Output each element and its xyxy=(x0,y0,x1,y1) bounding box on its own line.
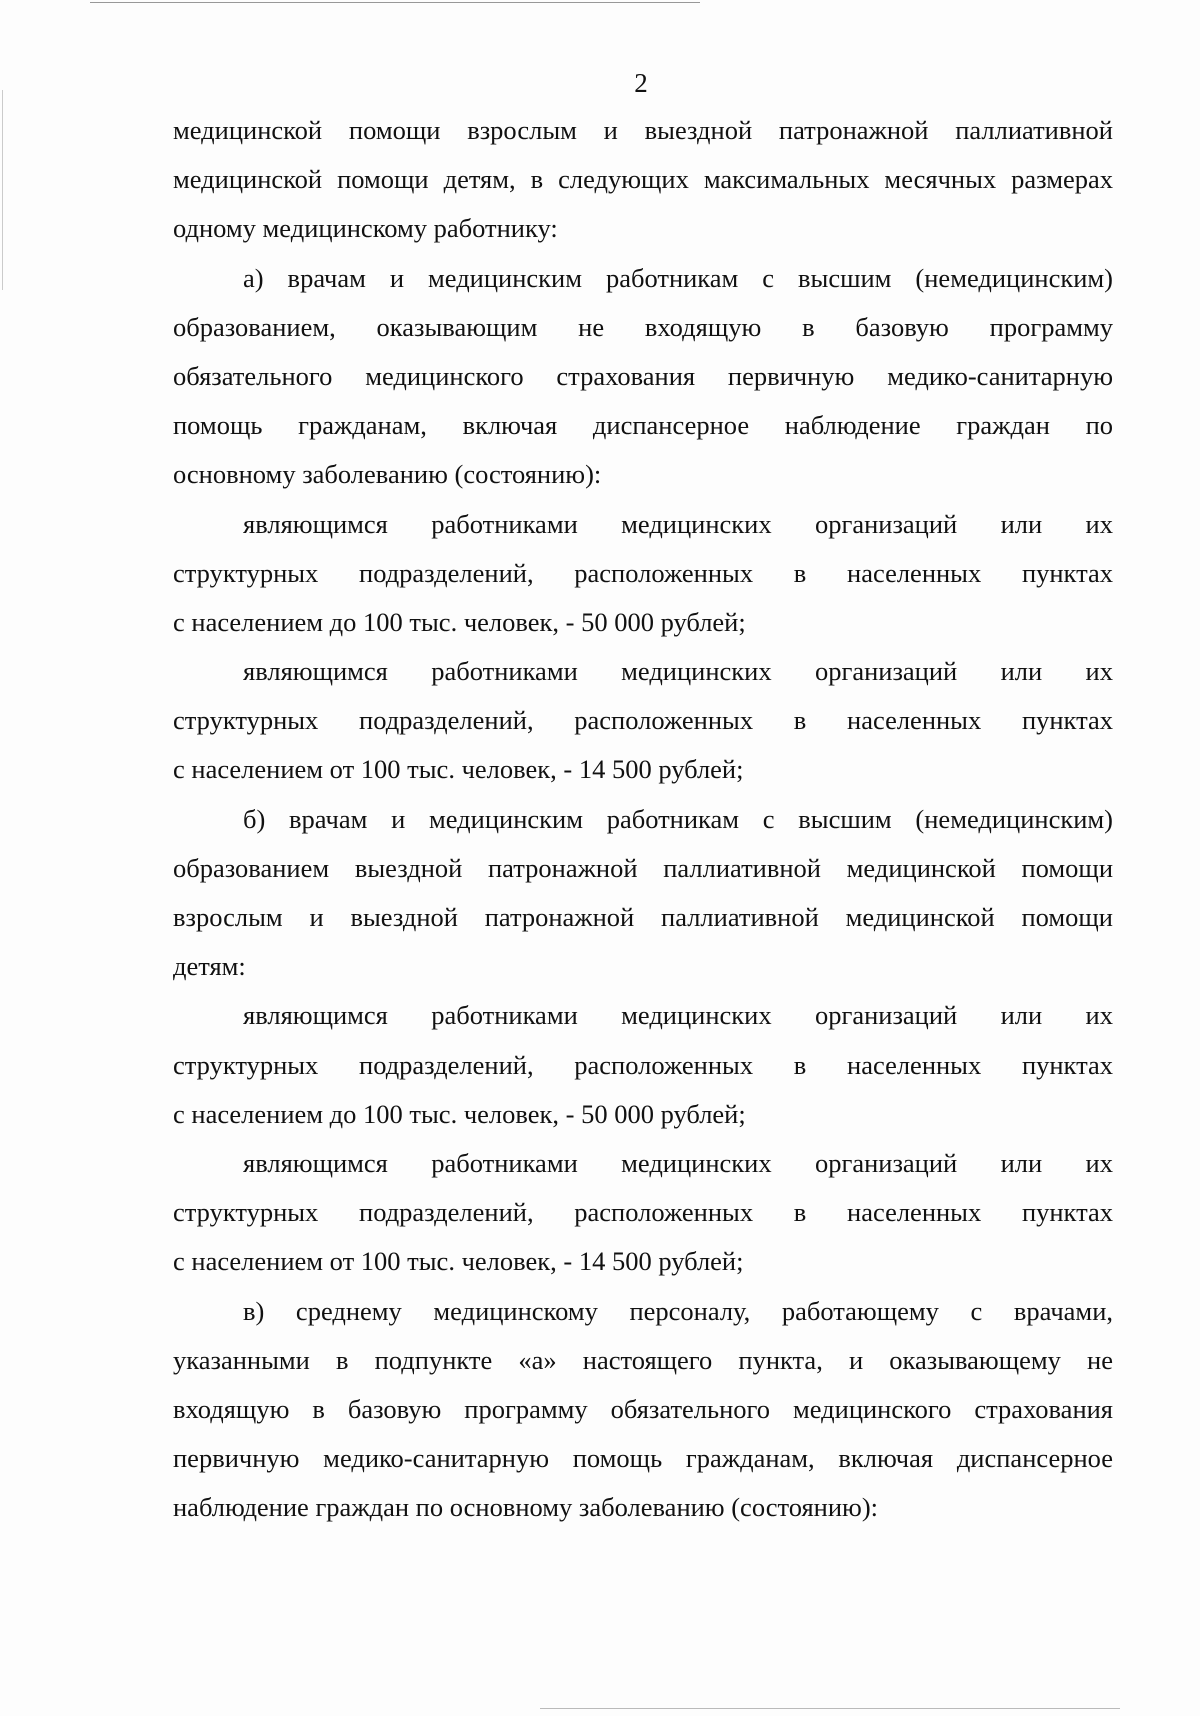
text-line: являющимся работниками медицинских организаций или их xyxy=(243,508,1113,539)
text-line: с населением от 100 тыс. человек, - 14 500 рублей; xyxy=(173,1246,744,1277)
text-line: структурных подразделений, расположенных в населенных пунктах xyxy=(173,557,1113,588)
text-line: образованием, оказывающим не входящую в базовую программу xyxy=(173,311,1113,342)
text-line: в) среднему медицинскому персоналу, работающему с врачами, xyxy=(243,1295,1113,1326)
text-line: помощь гражданам, включая диспансерное наблюдение граждан по xyxy=(173,410,1113,441)
text-line: структурных подразделений, расположенных в населенных пунктах xyxy=(173,1197,1113,1228)
text-line: с населением до 100 тыс. человек, - 50 000 рублей; xyxy=(173,1098,746,1129)
text-line: являющимся работниками медицинских организаций или их xyxy=(243,1000,1113,1031)
text-line: б) врачам и медицинским работникам с высшим (немедицинским) xyxy=(243,803,1113,834)
text-line: детям: xyxy=(173,951,246,982)
text-line: структурных подразделений, расположенных в населенных пунктах xyxy=(173,705,1113,736)
text-line: одному медицинскому работнику: xyxy=(173,213,558,244)
text-line: с населением от 100 тыс. человек, - 14 500 рублей; xyxy=(173,754,744,785)
text-line: являющимся работниками медицинских организаций или их xyxy=(243,1147,1113,1178)
scan-artifact-bottom xyxy=(540,1708,1120,1709)
scan-artifact-top xyxy=(90,2,700,3)
scan-artifact-left xyxy=(2,90,3,290)
text-line: медицинской помощи взрослым и выездной патронажной паллиативной xyxy=(173,115,1113,145)
text-line: взрослым и выездной патронажной паллиативной медицинской помощи xyxy=(173,902,1113,932)
text-line: с населением до 100 тыс. человек, - 50 000 рублей; xyxy=(173,606,746,637)
text-line: образованием выездной патронажной паллиативной медицинской помощи xyxy=(173,852,1113,883)
text-line: указанными в подпункте «а» настоящего пункта, и оказывающему не xyxy=(173,1344,1113,1375)
text-line: входящую в базовую программу обязательного медицинского страхования xyxy=(173,1393,1113,1424)
text-line: являющимся работниками медицинских организаций или их xyxy=(243,656,1113,687)
text-line: обязательного медицинского страхования первичную медико-санитарную xyxy=(173,360,1113,391)
page-number: 2 xyxy=(634,68,648,98)
text-line: структурных подразделений, расположенных в населенных пунктах xyxy=(173,1049,1113,1080)
text-line: медицинской помощи детям, в следующих максимальных месячных размерах xyxy=(173,164,1113,195)
text-line: а) врачам и медицинским работникам с высшим (немедицинским) xyxy=(243,262,1113,293)
text-line: первичную медико-санитарную помощь гражданам, включая диспансерное xyxy=(173,1443,1113,1474)
document-body xyxy=(173,106,1113,1532)
text-line: наблюдение граждан по основному заболеванию (состоянию): xyxy=(173,1492,879,1523)
text-line: основному заболеванию (состоянию): xyxy=(173,459,602,490)
